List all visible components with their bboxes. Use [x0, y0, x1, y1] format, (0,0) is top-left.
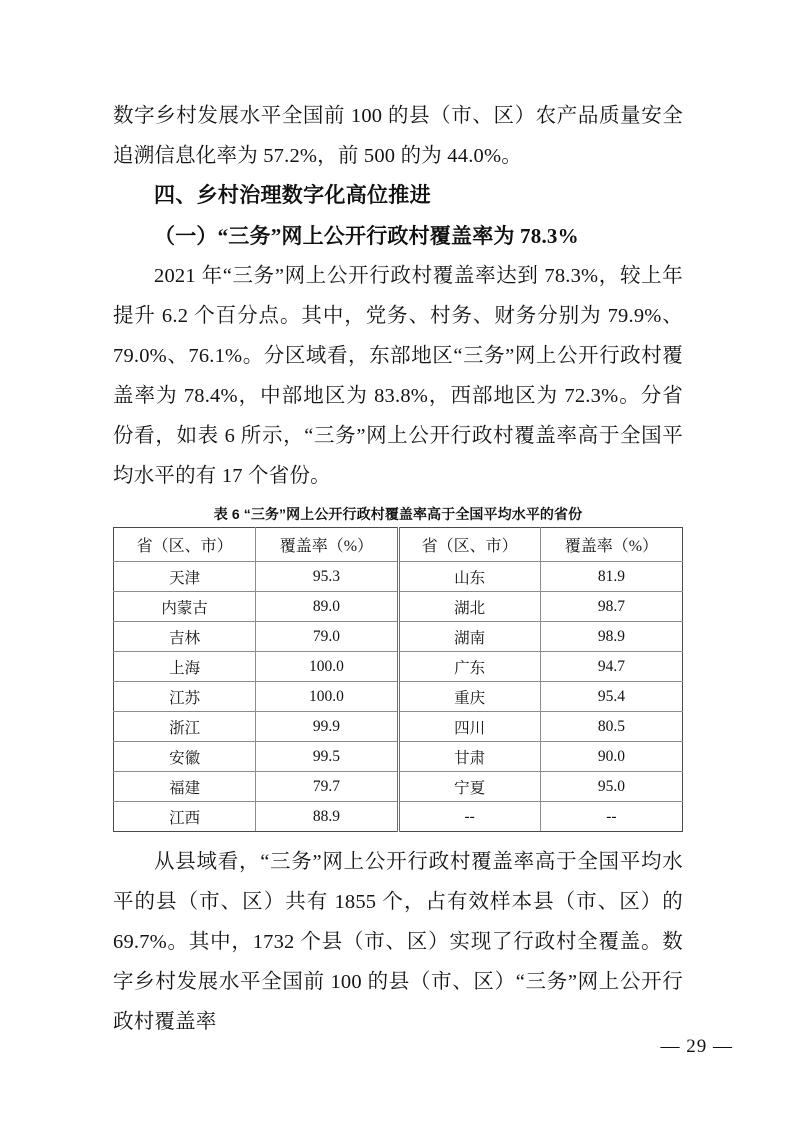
table-cell-province: 江苏 — [114, 682, 256, 712]
table-cell-rate: 95.0 — [540, 772, 682, 802]
table-cell-rate: 79.0 — [256, 622, 398, 652]
table-cell-rate: 95.3 — [256, 562, 398, 592]
table-cell-province: 甘肃 — [398, 742, 540, 772]
table-header-cell: 覆盖率（%） — [540, 528, 682, 562]
table-cell-rate: 100.0 — [256, 652, 398, 682]
table-cell-rate: 80.5 — [540, 712, 682, 742]
table-cell-rate: 98.9 — [540, 622, 682, 652]
table-cell-province: 福建 — [114, 772, 256, 802]
table-row — [114, 592, 683, 622]
table-cell-province: 上海 — [114, 652, 256, 682]
table-row — [114, 622, 683, 652]
paragraph-intro: 数字乡村发展水平全国前 100 的县（市、区）农产品质量安全追溯信息化率为 57.2%，前 500 的为 44.0%。 — [113, 105, 683, 167]
table-cell-province: 山东 — [398, 562, 540, 592]
heading-subsection-one: （一）“三务”网上公开行政村覆盖率为 78.3% — [154, 224, 579, 248]
table-row — [114, 562, 683, 592]
table-cell-rate: 88.9 — [256, 802, 398, 832]
table-header-cell: 省（区、市） — [398, 528, 540, 562]
table-header-cell: 省（区、市） — [114, 528, 256, 562]
table-cell-rate: 99.5 — [256, 742, 398, 772]
table-row — [114, 742, 683, 772]
table-cell-province: 重庆 — [398, 682, 540, 712]
table-cell-rate: 94.7 — [540, 652, 682, 682]
table-cell-province: 吉林 — [114, 622, 256, 652]
table-cell-province: 内蒙古 — [114, 592, 256, 622]
table-cell-province: 四川 — [398, 712, 540, 742]
paragraph-main: 2021 年“三务”网上公开行政村覆盖率达到 78.3%，较上年提升 6.2 个百分点。其中，党务、村务、财务分别为 79.9%、79.0%、76.1%。分区域看，东部地区“三务”网上公开行政村覆盖率为 78.4%，中部地区为 83.8%，西部地区为 72.3%。分省份看，如表 6 所示，“三务”网上公开行政村覆盖率高于全国平均水平的有 17 个省份。 — [113, 265, 683, 487]
table-row — [114, 712, 683, 742]
table-cell-rate: 90.0 — [540, 742, 682, 772]
table-cell-rate: 98.7 — [540, 592, 682, 622]
coverage-rate-table — [113, 527, 683, 832]
heading-section-four: 四、乡村治理数字化高位推进 — [154, 184, 431, 207]
paragraph-after-table: 从县域看，“三务”网上公开行政村覆盖率高于全国平均水平的县（市、区）共有 1855 个，占有效样本县（市、区）的 69.7%。其中，1732 个县（市、区）实现了行政村全覆盖。数字乡村发展水平全国前 100 的县（市、区）“三务”网上公开行政村覆盖率 — [113, 851, 683, 1033]
table-header-row — [114, 528, 683, 562]
table-cell-province: 湖南 — [398, 622, 540, 652]
table-cell-rate: 95.4 — [540, 682, 682, 712]
table-row — [114, 652, 683, 682]
table-cell-rate: 79.7 — [256, 772, 398, 802]
page-number: — 29 — — [660, 1036, 733, 1057]
table-caption: 表 6 “三务”网上公开行政村覆盖率高于全国平均水平的省份 — [213, 506, 583, 522]
table-cell-province: 宁夏 — [398, 772, 540, 802]
table-cell-rate: 99.9 — [256, 712, 398, 742]
table-header-cell: 覆盖率（%） — [256, 528, 398, 562]
page-content — [113, 96, 683, 1042]
table-cell-province: 江西 — [114, 802, 256, 832]
table-cell-rate: 89.0 — [256, 592, 398, 622]
table-cell-province: -- — [398, 802, 540, 832]
table-row — [114, 772, 683, 802]
table-cell-province: 天津 — [114, 562, 256, 592]
table-row — [114, 682, 683, 712]
table-cell-rate: 100.0 — [256, 682, 398, 712]
table-cell-rate: 81.9 — [540, 562, 682, 592]
table-cell-rate: -- — [540, 802, 682, 832]
table-cell-province: 浙江 — [114, 712, 256, 742]
table-cell-province: 湖北 — [398, 592, 540, 622]
table-cell-province: 广东 — [398, 652, 540, 682]
table-row — [114, 802, 683, 832]
table-cell-province: 安徽 — [114, 742, 256, 772]
